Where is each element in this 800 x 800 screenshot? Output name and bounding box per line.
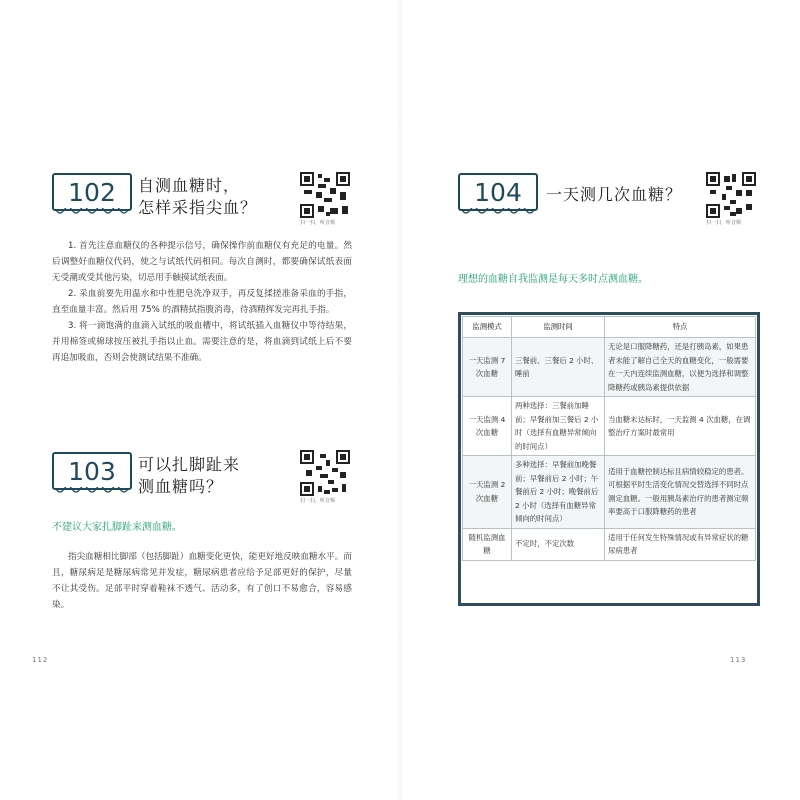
page-number: 113	[730, 656, 747, 664]
table-cell: 无论是口服降糖药，还是打胰岛素，如果患者未能了解自己全天的血糖变化，一般需要在一天内连续监测血糖，以便为选择和调整降糖药或胰岛素提供依据	[605, 338, 756, 397]
table-row	[463, 338, 756, 397]
table-cell: 不定时，不定次数	[512, 528, 605, 560]
question-title: 自测血糖时， 怎样采指尖血？	[138, 176, 258, 217]
question-number-box	[458, 173, 538, 211]
paragraph: 指尖血糖相比脚部（包括脚趾）血糖变化更快，能更好地反映血糖水平。而且，糖尿病足是糖尿病常见并发症，糖尿病患者应给予足部更好的保护，尽量不让其受伤。足部平时穿着鞋袜不透气、活动多，有了创口不易愈合，容易感染。	[52, 552, 352, 610]
table-header: 特点	[605, 317, 756, 338]
question-number: 103	[68, 457, 116, 486]
right-page	[400, 0, 800, 800]
question-title: 一天测几次血糖？	[546, 185, 683, 204]
q103-body	[52, 549, 352, 613]
table-cell: 多种选择：早餐前加晚餐前；早餐前后 2 小时；午餐前后 2 小时；晚餐前后 2 小时（选择有血糖异常倾向的时间点）	[512, 456, 605, 529]
question-title: 可以扎脚趾来 测血糖吗？	[138, 455, 241, 496]
table-cell: 当血糖未达标时，一天监测 4 次血糖，在调整治疗方案时最常用	[605, 397, 756, 456]
table-row	[463, 397, 756, 456]
qr-code-icon[interactable]	[300, 450, 350, 496]
question-number-box	[52, 173, 132, 211]
paragraph: 2. 采血前要先用温水和中性肥皂洗净双手，再反复揉搓准备采血的手指，直至血量丰富。然后用 75% 的酒精拭指腹消毒，待酒精挥发完再扎手指。	[52, 289, 352, 315]
monitoring-table	[462, 316, 756, 561]
qr-code-icon[interactable]	[300, 172, 350, 218]
table-header: 监测时间	[512, 317, 605, 338]
table-cell: 一天监测 4 次血糖	[463, 397, 512, 456]
table-cell: 一天监测 7 次血糖	[463, 338, 512, 397]
page-number: 112	[32, 656, 49, 664]
qr-label: 扫一扫，听音频	[300, 498, 336, 504]
highlight-answer: 理想的血糖自我监测是每天多时点测血糖。	[458, 274, 648, 285]
paragraph: 1. 首先注意血糖仪的各种提示信号，确保操作前血糖仪有充足的电量。然后调整好血糖仪代码，使之与试纸代码相同。每次自测时，都要确保试纸表面无受潮或受其他污染，切忌用手触摸试纸表面。	[52, 241, 352, 283]
table-cell: 两种选择：三餐前加睡前；早餐前加三餐后 2 小时（选择有血糖异常倾向的时间点）	[512, 397, 605, 456]
question-number-box	[52, 452, 132, 490]
table-cell: 三餐前、三餐后 2 小时、睡前	[512, 338, 605, 397]
wave-decoration-icon	[52, 487, 132, 497]
table-header-row	[463, 317, 756, 338]
table-cell: 适用于任何发生特殊情况或有异常症状的糖尿病患者	[605, 528, 756, 560]
q102-body	[52, 238, 352, 366]
table-header: 监测模式	[463, 317, 512, 338]
table-cell: 随机监测血糖	[463, 528, 512, 560]
wave-decoration-icon	[458, 208, 538, 218]
paragraph: 3. 将一滴饱满的血滴入试纸的吸血槽中，将试纸插入血糖仪中等待结果，并用棉签或棉球按压被扎手指以止血。需要注意的是，将血滴到试纸上后不要再追加吸血，否则会使测试结果不准确。	[52, 321, 352, 363]
qr-code-icon[interactable]	[706, 172, 756, 218]
highlight-answer: 不建议大家扎脚趾来测血糖。	[52, 522, 182, 533]
table-cell: 一天监测 2 次血糖	[463, 456, 512, 529]
table-row	[463, 456, 756, 529]
table-row	[463, 528, 756, 560]
wave-decoration-icon	[52, 208, 132, 218]
question-number: 104	[474, 178, 522, 207]
qr-label: 扫一扫，听音频	[300, 220, 336, 226]
question-number: 102	[68, 178, 116, 207]
table-cell: 适用于血糖控制达标且病情较稳定的患者。可根据平时生活变化情况交替选择不同时点测定血糖。一般用胰岛素治疗的患者测定频率要高于口服降糖药的患者	[605, 456, 756, 529]
qr-label: 扫一扫，听音频	[706, 220, 742, 226]
